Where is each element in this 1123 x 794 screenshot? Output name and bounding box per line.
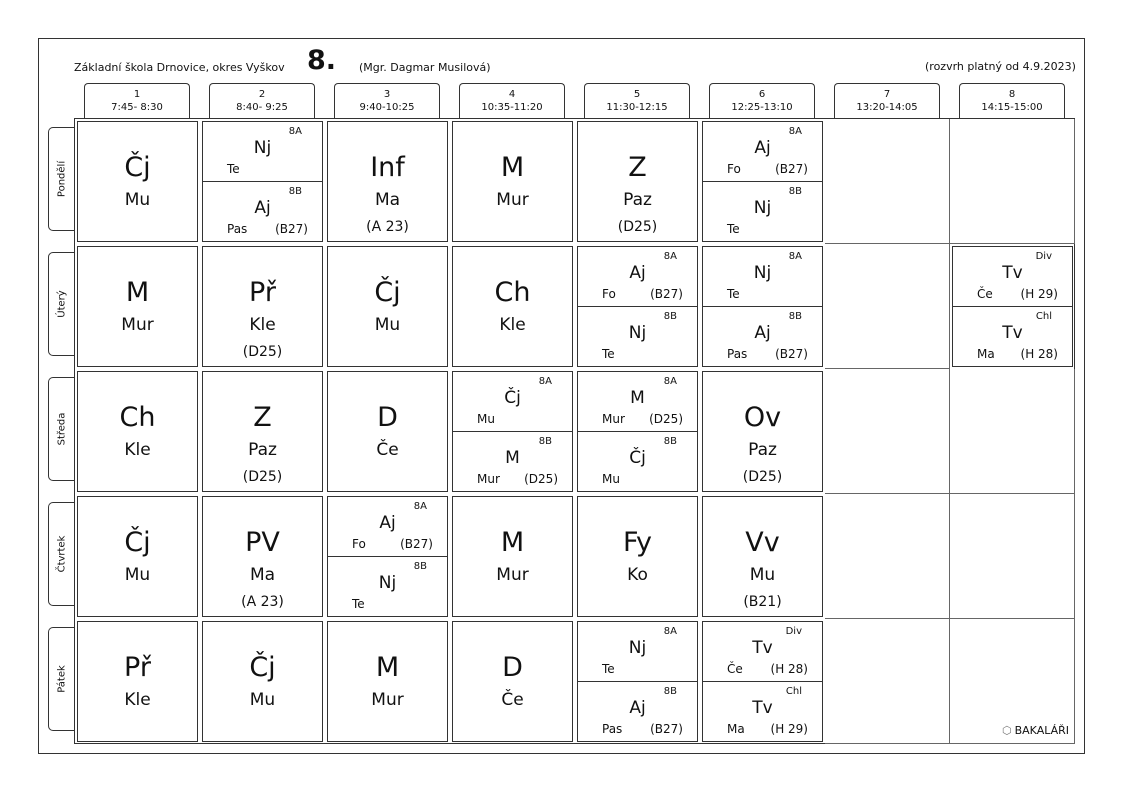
lesson-room: (H 29) <box>770 722 808 736</box>
lesson-cell[interactable] <box>452 496 573 617</box>
lesson-cell[interactable] <box>452 621 573 742</box>
group-label: 8A <box>663 376 677 387</box>
group-lesson[interactable] <box>953 307 1072 367</box>
lesson-teacher: Te <box>602 347 615 361</box>
period-header-5 <box>584 83 690 119</box>
lesson-teacher: Če <box>727 662 743 676</box>
period-number: 7 <box>883 89 891 100</box>
lesson-teacher: Te <box>352 597 365 611</box>
lesson-cell[interactable] <box>77 371 198 492</box>
day-label-2 <box>48 252 74 356</box>
lesson-teacher: Mur <box>496 565 529 585</box>
lesson-subject: Tv <box>1002 263 1023 283</box>
group-label: 8A <box>663 251 677 262</box>
logo-text: BAKALÁŘI <box>1014 724 1070 737</box>
group-label: 8B <box>788 186 802 197</box>
lesson-subject: D <box>502 652 523 683</box>
group-label: 8B <box>288 186 302 197</box>
lesson-room: (B27) <box>650 287 683 301</box>
day-label-1 <box>48 127 74 231</box>
lesson-subject: Ch <box>494 277 531 308</box>
lesson-cell[interactable] <box>702 246 823 367</box>
class-name: 8. <box>307 45 337 76</box>
day-name: Úterý <box>56 290 67 318</box>
lesson-subject: Nj <box>628 638 647 658</box>
group-label: 8B <box>538 436 552 447</box>
lesson-teacher: Paz <box>748 440 777 460</box>
empty-slot <box>950 119 1075 244</box>
lesson-subject: D <box>377 402 398 433</box>
lesson-subject: Čj <box>249 652 276 683</box>
lesson-teacher: Fo <box>602 287 616 301</box>
lesson-teacher: Če <box>376 440 399 460</box>
lesson-cell[interactable] <box>327 121 448 242</box>
period-number: 3 <box>383 89 391 100</box>
period-time: 7:45- 8:30 <box>111 102 163 113</box>
lesson-teacher: Mur <box>496 190 529 210</box>
lesson-subject: Nj <box>628 323 647 343</box>
group-label: 8A <box>788 126 802 137</box>
group-lesson[interactable] <box>578 432 697 492</box>
group-lesson[interactable] <box>328 557 447 617</box>
period-number: 6 <box>758 89 766 100</box>
lesson-cell[interactable] <box>327 496 448 617</box>
lesson-room: (H 28) <box>1020 347 1058 361</box>
group-label: Chl <box>1035 311 1052 322</box>
empty-slot <box>825 244 950 369</box>
lesson-teacher: Mu <box>124 190 151 210</box>
lesson-cell[interactable] <box>327 246 448 367</box>
group-label: 8A <box>288 126 302 137</box>
period-number: 8 <box>1008 89 1016 100</box>
lesson-room: (D25) <box>242 344 283 360</box>
lesson-teacher: Kle <box>499 315 526 335</box>
lesson-teacher: Mu <box>249 690 276 710</box>
day-label-3 <box>48 377 74 481</box>
lesson-cell[interactable] <box>327 621 448 742</box>
lesson-cell[interactable] <box>202 496 323 617</box>
lesson-subject: Z <box>253 402 272 433</box>
lesson-teacher: Mu <box>602 472 620 486</box>
lesson-teacher: Ma <box>727 722 745 736</box>
lesson-teacher: Paz <box>248 440 277 460</box>
lesson-subject: Ov <box>743 402 782 433</box>
lesson-cell[interactable] <box>327 371 448 492</box>
lesson-room: (D25) <box>617 219 658 235</box>
period-time: 9:40-10:25 <box>359 102 415 113</box>
day-name: Čtvrtek <box>56 535 67 573</box>
day-name: Pátek <box>56 665 67 693</box>
lesson-subject: Čj <box>504 388 521 408</box>
lesson-subject: Nj <box>378 573 397 593</box>
lesson-room: (B27) <box>775 347 808 361</box>
lesson-cell[interactable] <box>577 621 698 742</box>
group-lesson[interactable] <box>703 122 822 182</box>
lesson-subject: Z <box>628 152 647 183</box>
lesson-teacher: Ko <box>627 565 648 585</box>
period-header-6 <box>709 83 815 119</box>
lesson-subject: M <box>375 652 400 683</box>
period-header-3 <box>334 83 440 119</box>
lesson-teacher: Mu <box>374 315 401 335</box>
lesson-subject: Př <box>249 277 276 308</box>
lesson-teacher: Če <box>977 287 993 301</box>
lesson-cell[interactable] <box>452 121 573 242</box>
lesson-teacher: Fo <box>352 537 366 551</box>
lesson-subject: Nj <box>753 198 772 218</box>
lesson-subject: Nj <box>253 138 272 158</box>
lesson-cell[interactable] <box>202 371 323 492</box>
lesson-subject: Aj <box>629 698 646 718</box>
group-lesson[interactable] <box>703 307 822 367</box>
lesson-teacher: Paz <box>623 190 652 210</box>
period-number: 4 <box>508 89 516 100</box>
bakalari-logo-icon: ⬡ <box>1002 724 1012 737</box>
lesson-room: (H 28) <box>770 662 808 676</box>
lesson-teacher: Ma <box>249 565 276 585</box>
group-lesson[interactable] <box>203 122 322 182</box>
group-label: 8B <box>788 311 802 322</box>
lesson-teacher: Mur <box>121 315 154 335</box>
period-time: 14:15-15:00 <box>981 102 1043 113</box>
period-time: 11:30-12:15 <box>606 102 668 113</box>
group-lesson[interactable] <box>328 497 447 557</box>
lesson-cell[interactable] <box>577 371 698 492</box>
period-header-1 <box>84 83 190 119</box>
validity-date: (rozvrh platný od 4.9.2023) <box>925 60 1076 73</box>
lesson-teacher: Ma <box>977 347 995 361</box>
lesson-cell[interactable] <box>77 246 198 367</box>
group-lesson[interactable] <box>453 372 572 432</box>
period-header-7 <box>834 83 940 119</box>
lesson-subject: M <box>500 527 525 558</box>
lesson-teacher: Pas <box>602 722 623 736</box>
lesson-subject: Nj <box>753 263 772 283</box>
group-label: Chl <box>785 686 802 697</box>
group-lesson[interactable] <box>703 247 822 307</box>
day-label-5 <box>48 627 74 731</box>
lesson-teacher: Kle <box>124 690 151 710</box>
lesson-cell[interactable] <box>577 121 698 242</box>
group-lesson[interactable] <box>578 622 697 682</box>
period-time: 13:20-14:05 <box>856 102 918 113</box>
empty-slot <box>825 619 950 744</box>
group-lesson[interactable] <box>578 682 697 742</box>
lesson-teacher: Te <box>727 222 740 236</box>
lesson-teacher: Fo <box>727 162 741 176</box>
group-label: 8A <box>413 501 427 512</box>
lesson-cell[interactable] <box>77 496 198 617</box>
lesson-subject: Aj <box>754 323 771 343</box>
school-name: Základní škola Drnovice, okres Vyškov <box>74 61 285 74</box>
bakalari-logo <box>1002 724 1069 737</box>
group-label: 8B <box>413 561 427 572</box>
group-label: 8A <box>663 626 677 637</box>
group-label: 8B <box>663 686 677 697</box>
lesson-teacher: Pas <box>227 222 248 236</box>
period-time: 10:35-11:20 <box>481 102 543 113</box>
lesson-cell[interactable] <box>702 371 823 492</box>
lesson-subject: Tv <box>1002 323 1023 343</box>
group-lesson[interactable] <box>953 247 1072 307</box>
lesson-cell[interactable] <box>577 496 698 617</box>
group-lesson[interactable] <box>453 432 572 492</box>
lesson-teacher: Mu <box>124 565 151 585</box>
group-lesson[interactable] <box>578 372 697 432</box>
lesson-subject: M <box>630 388 645 408</box>
lesson-cell[interactable] <box>202 621 323 742</box>
period-header-2 <box>209 83 315 119</box>
lesson-teacher: Če <box>501 690 524 710</box>
lesson-teacher: Mu <box>477 412 495 426</box>
lesson-subject: Ch <box>119 402 156 433</box>
lesson-cell[interactable] <box>77 621 198 742</box>
empty-slot <box>825 494 950 619</box>
group-label: 8A <box>538 376 552 387</box>
lesson-teacher: Mur <box>371 690 404 710</box>
lesson-subject: Inf <box>370 152 405 183</box>
lesson-teacher: Pas <box>727 347 748 361</box>
lesson-cell[interactable] <box>202 246 323 367</box>
empty-slot <box>825 119 950 244</box>
day-name: Pondělí <box>56 160 67 198</box>
group-lesson[interactable] <box>703 182 822 242</box>
empty-slot <box>950 494 1075 619</box>
lesson-subject: Čj <box>124 152 151 183</box>
lesson-teacher: Ma <box>374 190 401 210</box>
lesson-subject: M <box>505 448 520 468</box>
lesson-subject: Př <box>124 652 151 683</box>
lesson-subject: Vv <box>745 527 780 558</box>
group-label: 8B <box>663 436 677 447</box>
empty-slot <box>950 369 1075 494</box>
empty-slot <box>825 369 950 494</box>
lesson-subject: Fy <box>622 527 653 558</box>
lesson-subject: Tv <box>752 638 773 658</box>
lesson-room: (A 23) <box>241 594 284 610</box>
lesson-subject: Aj <box>754 138 771 158</box>
period-header-8 <box>959 83 1065 119</box>
lesson-teacher: Mur <box>602 412 625 426</box>
group-lesson[interactable] <box>578 247 697 307</box>
period-time: 12:25-13:10 <box>731 102 793 113</box>
period-number: 1 <box>133 89 141 100</box>
lesson-room: (B27) <box>775 162 808 176</box>
lesson-subject: Aj <box>629 263 646 283</box>
lesson-subject: Aj <box>379 513 396 533</box>
group-lesson[interactable] <box>703 622 822 682</box>
period-number: 5 <box>633 89 641 100</box>
lesson-cell[interactable] <box>702 496 823 617</box>
lesson-subject: Čj <box>124 527 151 558</box>
group-label: 8B <box>663 311 677 322</box>
lesson-room: (D25) <box>649 412 683 426</box>
lesson-teacher: Te <box>727 287 740 301</box>
lesson-room: (B27) <box>275 222 308 236</box>
lesson-subject: Tv <box>752 698 773 718</box>
class-teacher: (Mgr. Dagmar Musilová) <box>359 61 491 74</box>
lesson-room: (D25) <box>242 469 283 485</box>
day-label-4 <box>48 502 74 606</box>
lesson-cell[interactable] <box>702 121 823 242</box>
group-lesson[interactable] <box>203 182 322 242</box>
lesson-subject: Aj <box>254 198 271 218</box>
lesson-cell[interactable] <box>77 121 198 242</box>
lesson-room: (H 29) <box>1020 287 1058 301</box>
lesson-teacher: Te <box>227 162 240 176</box>
lesson-teacher: Mur <box>477 472 500 486</box>
period-time: 8:40- 9:25 <box>236 102 288 113</box>
lesson-subject: PV <box>245 527 280 558</box>
lesson-cell[interactable] <box>702 621 823 742</box>
group-lesson[interactable] <box>703 682 822 742</box>
lesson-subject: Čj <box>374 277 401 308</box>
lesson-cell[interactable] <box>577 246 698 367</box>
group-label: 8A <box>788 251 802 262</box>
group-lesson[interactable] <box>578 307 697 367</box>
day-name: Středa <box>56 412 67 446</box>
period-header-4 <box>459 83 565 119</box>
lesson-room: (B21) <box>743 594 782 610</box>
period-number: 2 <box>258 89 266 100</box>
lesson-room: (D25) <box>742 469 783 485</box>
lesson-room: (A 23) <box>366 219 409 235</box>
lesson-cell[interactable] <box>452 246 573 367</box>
group-label: Div <box>785 626 802 637</box>
lesson-subject: Čj <box>629 448 646 468</box>
lesson-teacher: Mu <box>749 565 776 585</box>
lesson-subject: M <box>125 277 150 308</box>
group-label: Div <box>1035 251 1052 262</box>
timetable-grid <box>74 118 1075 744</box>
lesson-cell[interactable] <box>452 371 573 492</box>
lesson-cell[interactable] <box>202 121 323 242</box>
lesson-room: (D25) <box>524 472 558 486</box>
lesson-cell[interactable] <box>952 246 1073 367</box>
lesson-teacher: Kle <box>249 315 276 335</box>
lesson-teacher: Te <box>602 662 615 676</box>
lesson-teacher: Kle <box>124 440 151 460</box>
lesson-room: (B27) <box>400 537 433 551</box>
lesson-subject: M <box>500 152 525 183</box>
lesson-room: (B27) <box>650 722 683 736</box>
